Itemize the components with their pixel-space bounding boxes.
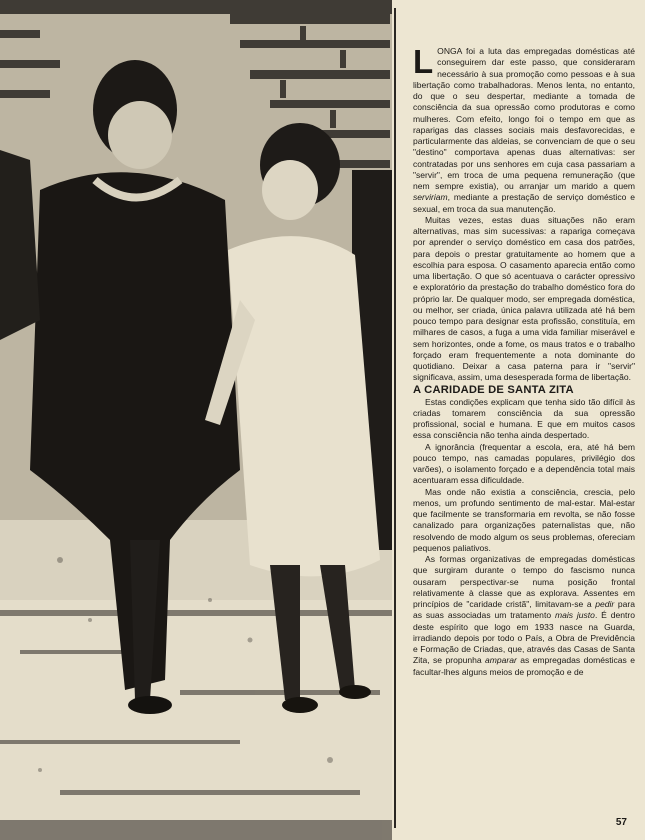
paragraph-3: Estas condições explicam que tenha sido tão difícil às criadas tomarem consciência da sua opressão profissional, social e humana. E que em muitos casos essa consciência não tenha ainda despertado. [413,396,635,441]
paragraph-2: Muitas vezes, estas duas situações não eram alternativas, mas sim sucessivas: a rapariga começava por aprender o serviço doméstico em casa dos patrões, para depois o prestar gratuitamente ao homem que a escolhia para esposa. O casamento aparecia então como uma libertação. O que só acentuava o carácter opressivo e exploratório da prestação do trabalho doméstico fora do próprio lar. De qualquer modo, ser empregada doméstica, ou melhor, ser criada, única palavra utilizada até há bem pouco tempo para designar esta profissão, constituía, em milhares de casos, a fuga a uma vida familiar miserável e sem horizontes, onde a fome, os maus tratos e o trabalho forçado eram frequentemente a nota dominante do quotidiano. Deixar a casa paterna para ir "servir" significava, assim, uma desesperada forma de libertação. [413,214,635,383]
paragraph-1 [413,43,635,215]
paragraph-6-b: para as suas associadas um tratamento [413,599,636,621]
paragraph-5: Mas onde não existia a consciência, crescia, pelo menos, um profundo sentimento de mal-estar. Mal-estar que facilmente se transformaria em revolta, se não fosse canalizado para organizações paternalistas que, não resolvendo de modo algum os seus problemas, ofereciam pequenos paliativos. [413,486,635,553]
paragraph-1-lead: ONGA foi a luta das empregadas domésticas até conseguirem dar este passo, que consideraram necessário à sua promoção como pessoas e à sua libertação como trabalhadoras. Menos lenta, no entanto, do que o seu despertar, mediante a tomada de consciência da sua opressão como produtoras e como mulheres. Com efeito, longo foi o tempo em que as raparigas das classes sociais mais desfavorecidas, e particularmente das aldeias, se convenciam de que o seu "destino" comportava apenas duas alternativas: ser contratadas por uns senhores em cuja casa passariam a "servir", em troca de uma pequena remuneração (que nem sempre existia), ou arranjar um marido a quem [413,46,635,191]
paragraph-6 [413,554,635,678]
paragraph-6-d: as empregadas domésticas e facultar-lhes alguns meios de promoção e de [413,655,635,677]
column-divider [394,8,396,828]
paragraph-6-emphasis-3: amparar [485,655,517,666]
section-heading: A CARIDADE DE SANTA ZITA [413,383,574,396]
paragraph-6-emphasis-1: pedir [595,599,615,609]
paragraph-4: A ignorância (frequentar a escola, era, até há bem pouco tempo, nas camadas populares, privilégio dos varões), o isolamento forçado e a dependência total mais acentuaram essa dificuldade. [413,441,635,486]
paragraph-6-c: . É dentro deste espírito que logo em 1933 nasce na Guarda, irradiando depois por todo o País, a Obra de Previdência e Formação de Criadas, que, através das Casas de Santa Zita, se propunha [413,610,635,666]
drop-cap: L [413,43,434,80]
article-column [413,43,636,678]
page-number: 57 [615,817,627,828]
paragraph-6-a: As formas organizativas de empregadas domésticas que surgiram durante o tempo do fascismo nunca ousaram perspectivar-se numa posição frontal relativamente à classe que as explorava. Assentes em princípios de "caridade cristã", limitavam-se a [413,554,635,609]
paragraph-1-emphasis: serviriam [413,192,448,203]
paragraph-6-emphasis-2: mais justo [554,610,595,621]
paragraph-1-tail: , mediante a prestação de serviço doméstico e sexual, em troca da sua manutenção. [413,192,635,214]
